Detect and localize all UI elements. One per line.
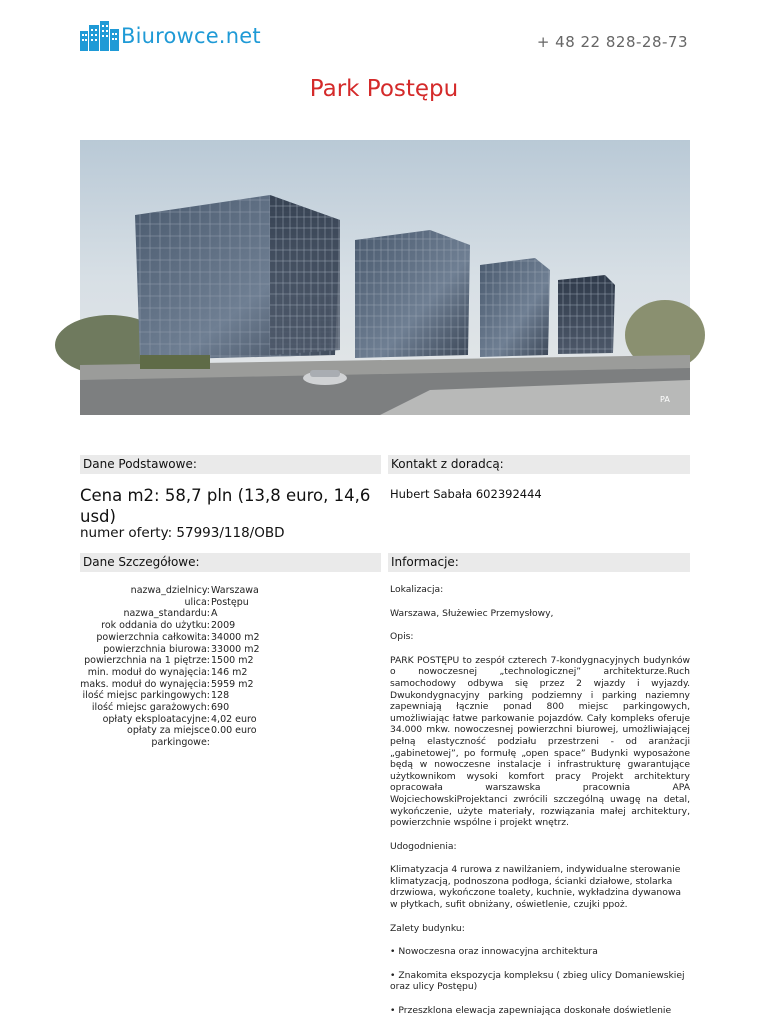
offer-number: numer oferty: 57993/118/OBD — [80, 525, 285, 541]
phone-number[interactable]: + 48 22 828-28-73 — [536, 33, 688, 51]
detail-value: Postępu — [211, 596, 249, 608]
info-panel — [390, 584, 690, 1029]
detail-row — [80, 725, 380, 748]
location-label: Lokalizacja: — [390, 584, 444, 595]
details-list — [80, 585, 380, 749]
detail-row — [80, 644, 380, 656]
description-text: PARK POSTĘPU to zespół czterech 7-kondygnacyjnych budynków o nowoczesnej „technologicznej” architekturze.Ruch samochodowy odbywa się przez 2 wjazdy i wyjazdy. Dwukondygnacyjny parking podziemny i parking naziemny zapewniają łącznie ponad 800 miejsc parkingowych, umożliwiając łatwe parkowanie pojazdów. Cały kompleks oferuje 34.000 mkw. nowoczesnej powierzchni biurowej, umożliwiającej pełną elastyczność podziału przestrzeni - od aranżacji „gabinetowej”, po formułę „open space” Budynki wyposażone będą w nowoczesne instalacje i infrastrukturę gwarantujące użytkownikom wysoki komfort pracy Projekt architektury opracowała warszawska pracownia APA WojciechowskiProjektanci zwrócili szczególną uwagę na detal, wykończenie, użyte materiały, rozwiązania małej architektury, powierzchnie wspólne i projekt wnętrz. — [390, 654, 690, 829]
building-photo — [80, 140, 690, 415]
detail-value: 690 — [211, 702, 230, 714]
amenities-label: Udogodnienia: — [390, 840, 457, 852]
detail-row — [80, 597, 380, 609]
detail-value: 1500 m2 — [211, 655, 254, 667]
location-text: Warszawa, Służewiec Przemysłowy, — [390, 607, 554, 619]
advantage-item: • Nowoczesna oraz innowacyjna architektura — [390, 946, 598, 958]
detail-row — [80, 620, 380, 632]
detail-key: powierzchnia biurowa: — [103, 643, 210, 655]
price-per-m2: Cena m2: 58,7 pln (13,8 euro, 14,6 usd) — [80, 486, 371, 526]
description-label: Opis: — [390, 631, 414, 643]
detail-value: 0.00 euro — [211, 725, 257, 737]
section-contact: Kontakt z doradcą: — [388, 455, 690, 474]
detail-value: 146 m2 — [211, 666, 248, 678]
detail-key: ulica: — [184, 596, 210, 608]
section-basic-data: Dane Podstawowe: — [80, 455, 381, 474]
detail-value: 5959 m2 — [211, 678, 254, 690]
svg-text:PA: PA — [660, 395, 670, 404]
detail-key: maks. moduł do wynajęcia: — [80, 678, 210, 690]
site-logo[interactable] — [80, 20, 261, 52]
detail-key: ilość miejsc parkingowych: — [82, 690, 210, 702]
detail-value: A — [211, 608, 218, 620]
detail-key: rok oddania do użytku: — [101, 620, 210, 632]
detail-key: powierzchnia całkowita: — [96, 631, 210, 643]
buildings-logo-icon — [80, 21, 120, 51]
detail-value: 128 — [211, 690, 230, 702]
detail-row — [80, 679, 380, 691]
detail-value: 4,02 euro — [211, 713, 257, 725]
detail-row — [80, 702, 380, 714]
detail-key: nazwa_standardu: — [123, 608, 210, 620]
detail-row — [80, 714, 380, 726]
header — [0, 0, 768, 70]
logo-text: Biurowce.net — [121, 24, 261, 48]
advantage-item: • Przeszklona elewacja zapewniająca doskonałe doświetlenie — [390, 1005, 672, 1017]
amenities-text: Klimatyzacja 4 rurowa z nawilżaniem, indywidualne sterowanie klimatyzacją, podnoszona podłoga, ścianki działowe, stolarka drzwiowa, wykończone toalety, kuchnie, wykładzina dywanowa w płytkach, sufit obniżany, oświetlenie, czujki ppoż. — [390, 864, 682, 911]
advantages-label: Zalety budynku: — [390, 922, 465, 934]
section-detailed-data: Dane Szczegółowe: — [80, 553, 381, 572]
detail-key: nazwa_dzielnicy: — [130, 585, 210, 596]
detail-value: 2009 — [211, 620, 236, 632]
detail-row — [80, 608, 380, 620]
detail-row — [80, 690, 380, 702]
detail-value: Warszawa — [211, 585, 259, 596]
detail-value: 34000 m2 — [211, 631, 260, 643]
section-info: Informacje: — [388, 553, 690, 572]
detail-key: min. moduł do wynajęcia: — [87, 666, 210, 678]
page-title: Park Postępu — [309, 76, 459, 102]
advisor-contact: Hubert Sabała 602392444 — [390, 487, 542, 501]
advantage-item: • Znakomita ekspozycja kompleksu ( zbieg ulicy Domaniewskiej oraz ulicy Postępu) — [390, 969, 685, 993]
detail-key: opłaty za miejsce parkingowe: — [127, 725, 210, 749]
detail-row — [80, 655, 380, 667]
detail-value: 33000 m2 — [211, 643, 260, 655]
detail-row — [80, 632, 380, 644]
detail-row — [80, 667, 380, 679]
detail-key: powierzchnia na 1 piętrze: — [84, 655, 210, 667]
detail-key: opłaty eksploatacyjne: — [102, 713, 210, 725]
detail-key: ilość miejsc garażowych: — [91, 702, 210, 714]
detail-row — [80, 585, 380, 597]
